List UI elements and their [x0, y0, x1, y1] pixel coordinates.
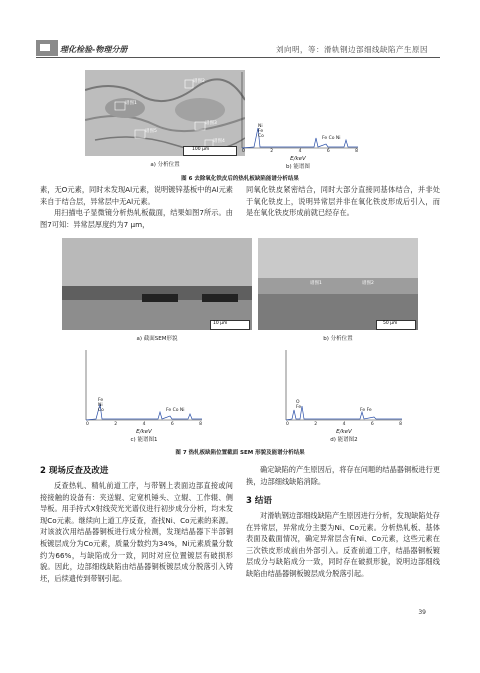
fig7c-peak-ni: Ni: [98, 403, 103, 408]
right-col-para: 确定缺陷的产生原因后，将存在问题的结晶器铜板进行更换，边部细线缺陷消除。: [246, 465, 440, 486]
fig6-tick-8: 8: [355, 149, 358, 154]
fig7d-xlabel: E/keV: [336, 429, 352, 435]
fig7c-peaks: [98, 398, 104, 413]
fig6-peak-fe: Fe: [258, 129, 264, 134]
fig6-peak-co2: Co: [328, 136, 335, 141]
running-title: 刘向明，等：滑轨钢边部细线缺陷产生原因: [276, 45, 428, 54]
section3-body: 对滑轨钢边部细线缺陷产生原因进行分析，发现缺陷处存在异常层，异常成分主要为Ni、Co元素。分析热轧板、基体表面及截面情况，确定异常层含有Ni、Co元素，这些元素在三次铁皮形成前由外部引入。反查前道工序，结晶器铜板镀层成分与缺陷成分一致，同时存在破损形貌，说明边部细线缺陷由结晶器铜板镀层成分脱落引起。: [246, 511, 440, 578]
figure-6: [40, 62, 440, 184]
fig7c-peak-co: Co: [98, 408, 104, 413]
fig7c-peaks-right: [166, 408, 185, 413]
fig7d-tick-6: 6: [370, 422, 374, 427]
fig7d-tick-0: 0: [286, 422, 289, 427]
section3-title: 3 结语: [246, 496, 272, 506]
fig6-spectrum-label-1: 谱图1: [125, 101, 137, 106]
fig6-spectrum-peaks: [258, 124, 264, 139]
fig7b-label-2: 谱图2: [362, 281, 374, 286]
fig7c-caption: c) 能谱图1: [130, 437, 158, 443]
figure-7: [40, 236, 440, 458]
section2-title: 2 现场反查及改进: [40, 466, 109, 476]
fig7d-peak-o: O: [296, 400, 300, 405]
fig6-scale-label: 100 μm: [192, 147, 210, 152]
fig6-tick-4: 4: [298, 149, 302, 154]
fig7c-peak-ni2: Ni: [179, 408, 185, 413]
journal-name: 理化检验-物理分册: [60, 45, 128, 54]
fig7d-peaks-right: [360, 408, 372, 413]
fig7a-upper-layer: [62, 238, 252, 286]
fig7d-caption: d) 能谱图2: [330, 437, 358, 443]
fig6-spectrum-label-4: 谱图4: [213, 139, 225, 144]
fig6-spectrum-label-5: 谱图5: [145, 129, 157, 134]
para1-right: 同氧化铁皮紧密结合，同时大部分直接同基体结合，并非处于氧化铁皮上，说明异常层并非在氧化铁皮形成后引入，而是在氧化铁皮形成前就已经存在。: [246, 185, 440, 218]
fig7c-ticks: [86, 422, 202, 427]
page-number: 39: [418, 609, 426, 616]
fig7d-ticks: [286, 422, 402, 427]
fig7a-scale-label: 10 μm: [213, 321, 228, 326]
fig6-peak-fe2: Fe: [322, 136, 328, 141]
fig7d-peak-fe2: Fe: [360, 408, 366, 413]
fig7d-tick-4: 4: [342, 422, 346, 427]
fig7b-micrograph: [258, 238, 418, 330]
fig6-caption: 图 6 去除氧化铁皮后的热轧板缺陷能谱分析结果: [181, 176, 299, 182]
fig7a-micrograph: [62, 238, 252, 330]
fig6-peak-ni: Ni: [258, 124, 263, 129]
fig7c-peak-fe2: Fe: [166, 408, 172, 413]
fig6-spectrum-label-3: 谱图3: [205, 121, 217, 126]
fig6a-caption: a) 分析位置: [150, 162, 180, 168]
fig7c-peak-co2: Co: [172, 408, 179, 413]
fig7c-spectrum: [78, 346, 208, 430]
fig7b-scale-box: [376, 320, 416, 330]
fig6-scale-box: [183, 146, 237, 156]
fig6-spectrum: [234, 68, 364, 160]
fig7-caption: 图 7 热轧板缺陷位置截面 SEM 形貌及能谱分析结果: [175, 450, 305, 456]
para1-left-text: 素，无O元素，同时未发现Al元素，说明镀锌基板中的Al元素来自于结合层，异常层中无Al元素。: [40, 185, 233, 206]
fig6-ticks: [242, 149, 358, 154]
fig7c-tick-8: 8: [199, 422, 202, 427]
fig6-tick-0: 0: [242, 149, 245, 154]
fig7a-scale-box: [210, 320, 250, 330]
fig7b-scale-label: 50 μm: [383, 321, 398, 326]
fig6-spectrum-label-2: 谱图2: [193, 79, 205, 84]
journal-logo: [36, 40, 58, 56]
fig7d-peak-fe3: Fe: [366, 408, 372, 413]
fig6-xlabel: E/keV: [290, 156, 306, 162]
fig6b-caption: b) 能谱图: [286, 164, 310, 170]
para1-left: [40, 184, 233, 230]
fig7b-upper-layer: [258, 238, 418, 278]
fig7d-peaks: [296, 400, 301, 410]
fig7c-tick-6: 6: [170, 422, 174, 427]
fig7a-marker-1: [142, 294, 178, 302]
fig6-tick-6: 6: [326, 149, 330, 154]
fig7d-tick-2: 2: [314, 422, 318, 427]
fig6-peak-ni2: Ni: [335, 136, 341, 141]
fig7d-tick-8: 8: [399, 422, 402, 427]
header-rule: [36, 57, 440, 58]
fig7a-marker-2: [202, 294, 238, 302]
fig7d-spectrum: [278, 346, 408, 430]
fig7b-label-1: 谱图1: [310, 281, 322, 286]
fig7d-peak-fe: Fe: [296, 405, 302, 410]
fig7c-tick-2: 2: [114, 422, 118, 427]
fig7a-caption: a) 截面SEM形貌: [136, 336, 178, 342]
section2-body: 反查热轧、精轧前道工序，与带钢上表面边部直接或间接接触的设备有：夹送辊、定宽机锤头、立辊、工作辊、侧导板。用手持式X射线荧光光谱仪进行初步成分分析，均未发现Co元素。继续向上道工序反查，查找Ni、Co元素的来源。对该波次用结晶器铜板进行成分检测，发现结晶器下半部铜板镀层成分为Co元素，质量分数约为34%，Ni元素质量分数约为66%，与缺陷成分一致，同时对应位置镀层有破损形貌。因此，边部细线缺陷由结晶器铜板镀层成分脱落引入铸坯，后续遗传到带钢引起。: [40, 481, 233, 583]
fig6-peak-co: Co: [258, 134, 264, 139]
fig6-tick-2: 2: [270, 149, 274, 154]
para1-left-text2: 用扫描电子显微镜分析热轧板截面，结果如图7所示。由图7可知：异常层厚度约为7 μm，: [40, 208, 233, 229]
fig6-micrograph: [85, 70, 245, 156]
fig7c-tick-0: 0: [86, 422, 89, 427]
fig7c-xlabel: E/keV: [136, 429, 152, 435]
fig7c-peak-fe: Fe: [98, 398, 104, 403]
fig6-spectrum-peaks-right: [322, 136, 341, 141]
fig7b-caption: b) 分析位置: [323, 336, 353, 342]
fig7c-tick-4: 4: [142, 422, 146, 427]
